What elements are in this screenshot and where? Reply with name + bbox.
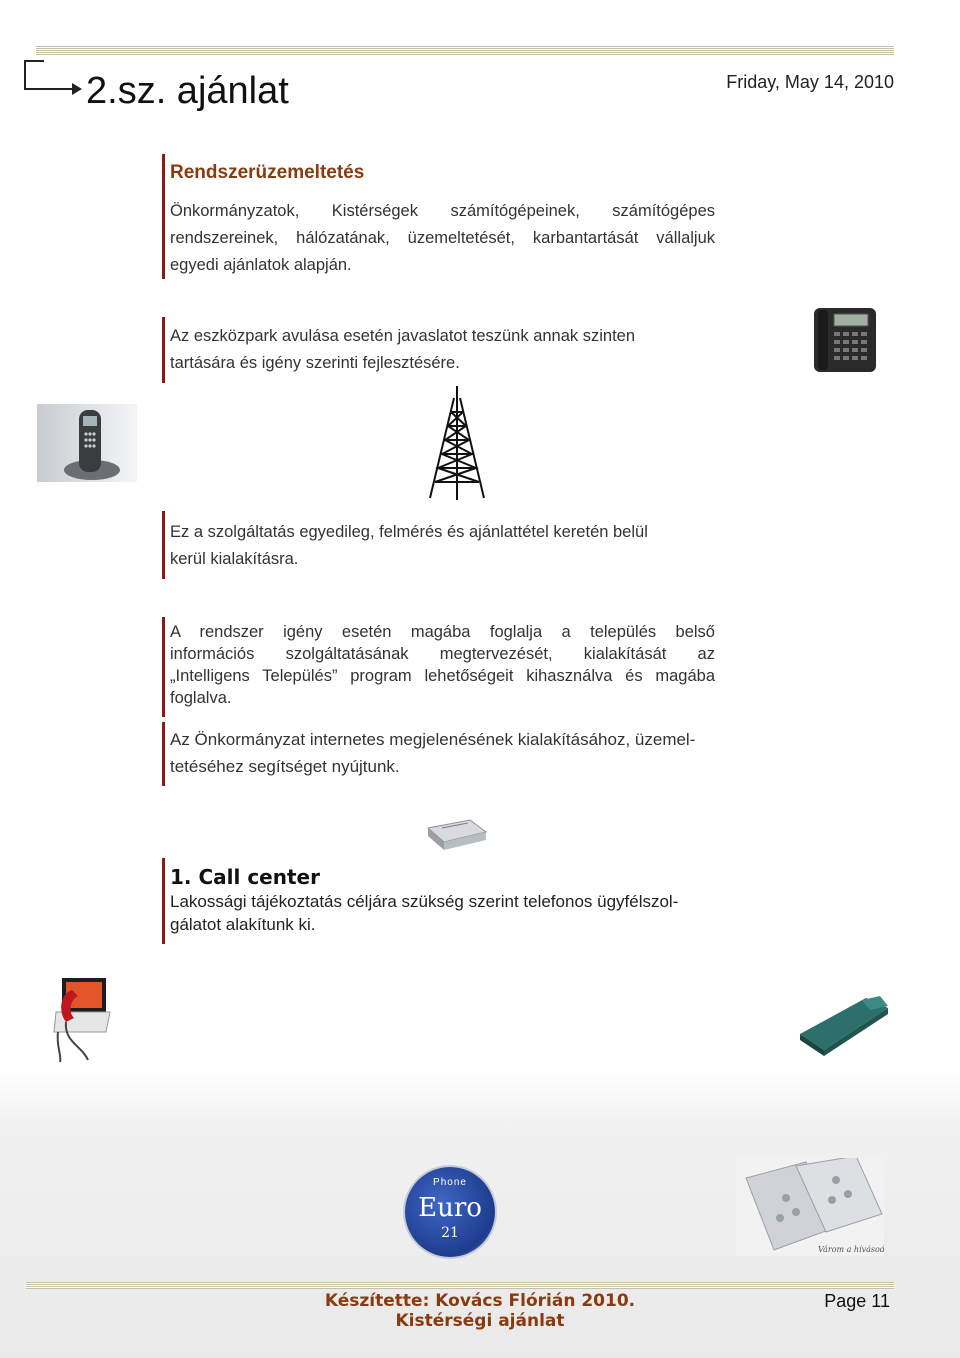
footer-subtitle: Kistérségi ajánlat (395, 1311, 565, 1331)
page-number: Page 11 (824, 1291, 890, 1311)
corner-arrow-horizontal (24, 88, 76, 90)
paragraph-line: Ez a szolgáltatás egyedileg, felmérés és ajánlattétel keretén belül (170, 523, 648, 541)
footer-author: Készítette: Kovács Flórián 2010. (324, 1291, 636, 1311)
antenna-tower-icon (426, 384, 488, 502)
arrow-head-icon (72, 83, 82, 95)
section-block-1 (162, 154, 715, 279)
paragraph-line: tetéséhez segítséget nyújtunk. (170, 757, 400, 776)
logo-top-text: Phone (433, 1177, 467, 1188)
paragraph-line: Lakossági tájékoztatás céljára szükség szerint telefonos ügyfélszol- (170, 892, 679, 911)
section-block-2 (162, 317, 715, 383)
section-block-3 (162, 511, 715, 579)
desk-phone-image (812, 306, 878, 374)
header-date: Friday, May 14, 2010 (726, 72, 894, 92)
paragraph-line: „Intelligens Település” program lehetőségeit kihasználva és magába (170, 667, 715, 685)
paragraph-line: A rendszer igény esetén magába foglalja a település belső (170, 623, 715, 641)
paragraph-line: foglalva. (170, 689, 232, 707)
corner-arrow-vertical (24, 60, 26, 90)
paragraph-line: Önkormányzatok, Kistérségek számítógépeinek, számítógépes (170, 202, 715, 220)
paragraph-line: Az eszközpark avulása esetén javaslatot teszünk annak szinten (170, 327, 636, 345)
footer-rule (26, 1282, 894, 1289)
section-block-4 (162, 617, 715, 717)
paragraph-line: kerül kialakításra. (170, 550, 299, 568)
paragraph-line: egyedi ajánlatok alapján. (170, 256, 352, 274)
paragraph-line: Az Önkormányzat internetes megjelenésének kialakításához, üzemel- (170, 730, 696, 749)
svg-text:Várom a hívásod!: Várom a hívásod! (818, 1245, 884, 1254)
section-block-5 (162, 722, 730, 786)
call-center-title: 1. Call center (170, 865, 320, 889)
logo-sub-text: 21 (441, 1225, 459, 1241)
mobile-phones-image (736, 1158, 884, 1256)
logo-main-text: Euro (418, 1193, 482, 1223)
paragraph-line: gálatot alakítunk ki. (170, 915, 316, 934)
section-title: Rendszerüzemeltetés (170, 162, 365, 183)
laptop-phone-image (52, 972, 114, 1064)
corner-arrow-top (24, 60, 44, 62)
cordless-phone-image (37, 404, 137, 482)
phone-euro-logo (405, 1167, 495, 1257)
paragraph-line: információs szolgáltatásának megtervezését, kialakítását az (170, 645, 715, 663)
network-switch-image (422, 818, 490, 854)
header-rule (36, 46, 894, 55)
modem-image (796, 992, 892, 1060)
paragraph-line: rendszereinek, hálózatának, üzemeltetését, karbantartását vállaljuk (170, 229, 715, 247)
call-center-block (162, 858, 715, 944)
page-title: 2.sz. ajánlat (86, 70, 289, 112)
paragraph-line: tartására és igény szerinti fejlesztésére. (170, 354, 460, 372)
